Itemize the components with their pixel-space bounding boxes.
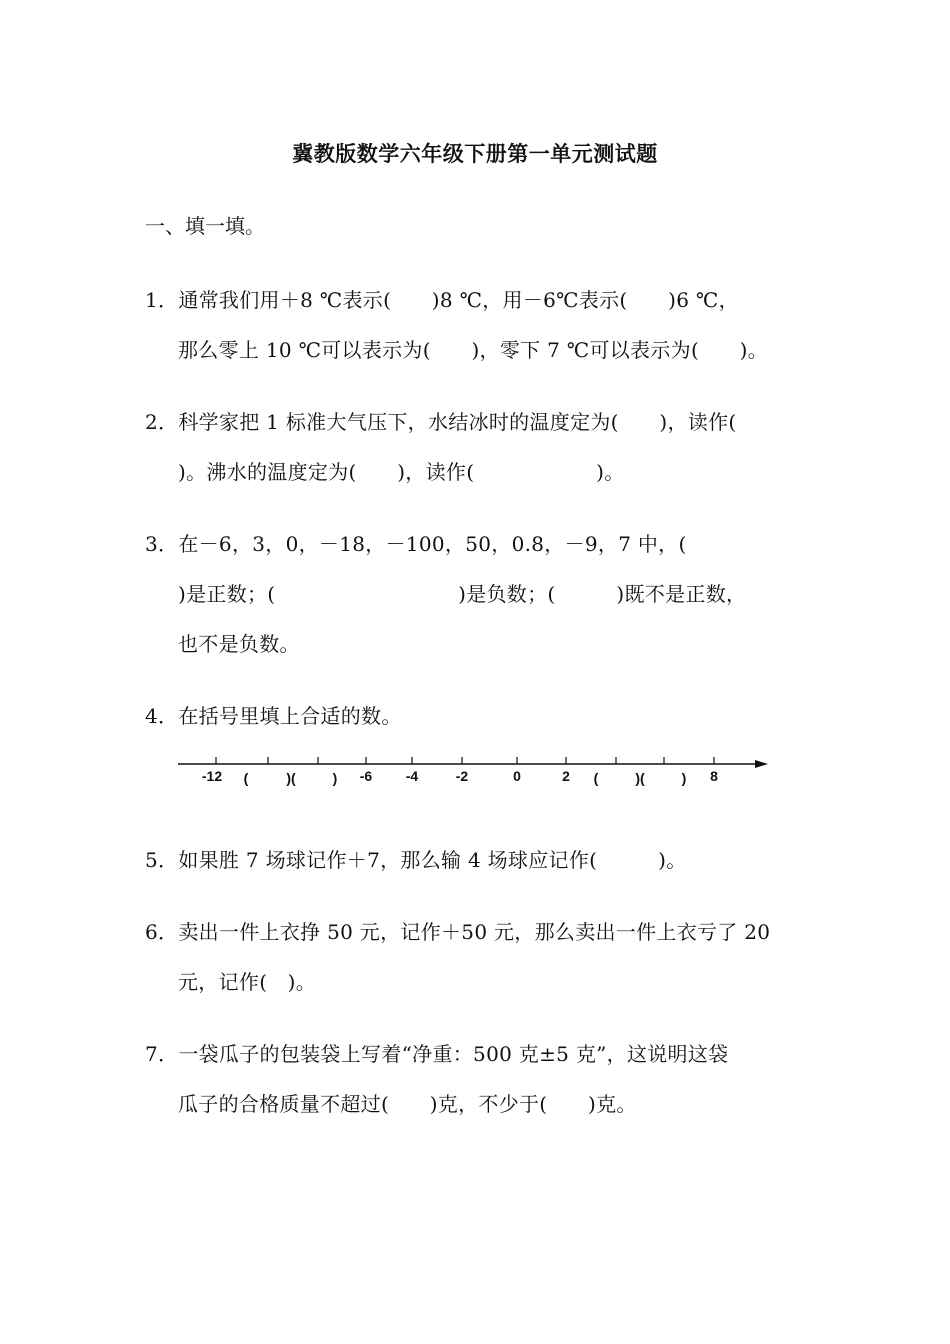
tick-label: ) (681, 770, 687, 786)
question-5-line-1: 5．如果胜 7 场球记作＋7，那么输 4 场球应记作( )。 (145, 848, 687, 872)
question-7-line-1: 7．一袋瓜子的包装袋上写着“净重：500 克±5 克”，这说明这袋 (145, 1042, 729, 1066)
number-line (176, 748, 776, 798)
section-heading: 一、填一填。 (145, 214, 265, 238)
number-line-svg (176, 748, 776, 798)
tick-label: 8 (710, 768, 718, 784)
tick-label: 2 (562, 768, 570, 784)
question-6-line-1: 6．卖出一件上衣挣 50 元，记作＋50 元，那么卖出一件上衣亏了 20 (145, 920, 771, 944)
question-1-line-2: 那么零上 10 ℃可以表示为( )，零下 7 ℃可以表示为( )。 (178, 338, 769, 362)
tick-label: 0 (513, 768, 521, 784)
question-6-line-2: 元，记作( )。 (178, 970, 317, 994)
question-3-line-3: 也不是负数。 (178, 632, 300, 656)
number-line-arrow-icon (755, 760, 768, 768)
question-3-line-2: )是正数；( )是负数；( )既不是正数， (178, 582, 747, 606)
tick-label: ) (332, 770, 338, 786)
tick-label: -6 (359, 768, 373, 784)
tick-label: -2 (455, 768, 469, 784)
question-4-line-1: 4．在括号里填上合适的数。 (145, 704, 402, 728)
page-title: 冀教版数学六年级下册第一单元测试题 (292, 141, 658, 166)
tick-label: ( (243, 770, 249, 786)
tick-label: -12 (201, 768, 223, 784)
question-2-line-1: 2．科学家把 1 标准大气压下，水结冰时的温度定为( )，读作( (145, 410, 737, 434)
question-7-line-2: 瓜子的合格质量不超过( )克，不少于( )克。 (178, 1092, 637, 1116)
tick-label: ( (593, 770, 599, 786)
tick-label: )( (635, 770, 645, 786)
question-1-line-1: 1．通常我们用＋8 ℃表示( )8 ℃，用－6℃表示( )6 ℃， (145, 288, 739, 312)
question-3-line-1: 3．在－6，3，0，－18，－100，50，0.8，－9，7 中，( (145, 532, 687, 556)
tick-label: -4 (405, 768, 419, 784)
tick-label: )( (286, 770, 296, 786)
question-2-line-2: )。沸水的温度定为( )，读作( )。 (178, 460, 625, 484)
